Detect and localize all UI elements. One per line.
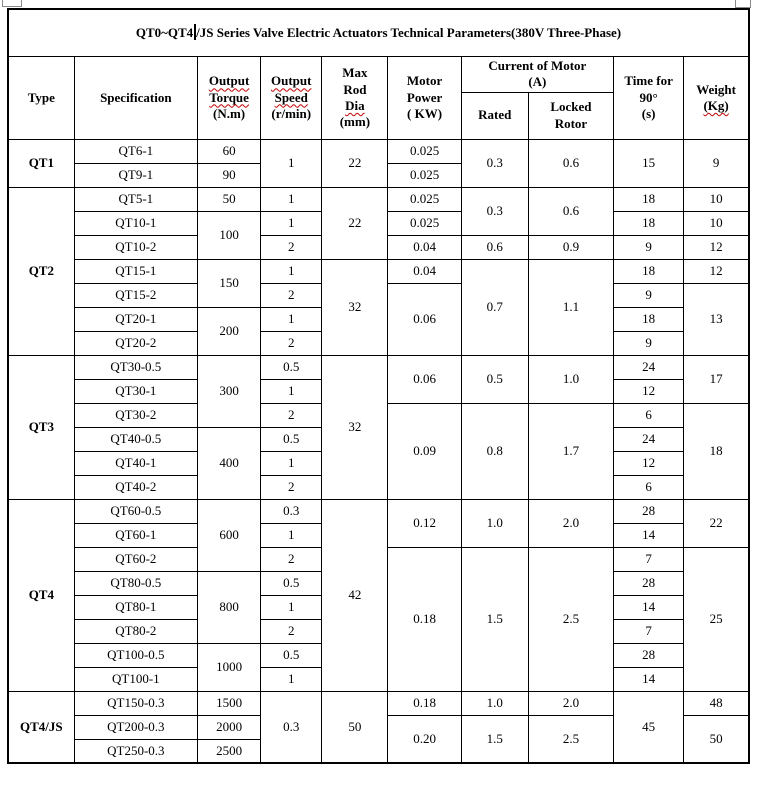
header-line: Locked <box>550 99 592 115</box>
spec-cell[interactable]: QT40-2 <box>74 475 197 499</box>
table-handle-right[interactable] <box>735 0 751 8</box>
spec-cell[interactable]: QT100-1 <box>74 667 197 691</box>
torque-cell[interactable]: 100 <box>197 211 260 259</box>
header-type[interactable]: Type <box>8 57 74 140</box>
spec-cell[interactable]: QT60-0.5 <box>74 499 197 523</box>
weight-cell[interactable]: 12 <box>684 235 749 259</box>
time-cell[interactable]: 7 <box>614 547 684 571</box>
header-output-torque[interactable] <box>197 57 260 140</box>
weight-cell[interactable]: 25 <box>684 547 749 691</box>
time-cell[interactable]: 18 <box>614 187 684 211</box>
time-cell[interactable]: 18 <box>614 259 684 283</box>
time-cell[interactable]: 6 <box>614 475 684 499</box>
locked-rotor-cell[interactable]: 2.0 <box>528 499 613 547</box>
torque-cell[interactable]: 300 <box>197 355 260 427</box>
weight-cell[interactable]: 50 <box>684 715 749 763</box>
speed-cell[interactable]: 2 <box>261 283 322 307</box>
torque-cell[interactable]: 90 <box>197 163 260 187</box>
weight-cell[interactable]: 22 <box>684 499 749 547</box>
spec-cell[interactable]: QT15-2 <box>74 283 197 307</box>
speed-cell[interactable]: 0.3 <box>261 499 322 523</box>
spec-cell[interactable]: QT30-0.5 <box>74 355 197 379</box>
power-cell[interactable]: 0.025 <box>388 211 461 235</box>
rated-current-cell[interactable]: 1.0 <box>461 499 528 547</box>
spec-cell[interactable]: QT250-0.3 <box>74 739 197 763</box>
header-current-of-motor[interactable] <box>461 57 613 93</box>
header-line: Power <box>406 89 443 105</box>
header-line: 90° <box>639 89 658 105</box>
speed-cell[interactable]: 2 <box>261 331 322 355</box>
header-line: Motor <box>406 73 443 89</box>
power-cell[interactable]: 0.04 <box>388 235 461 259</box>
spec-cell[interactable]: QT10-2 <box>74 235 197 259</box>
weight-cell[interactable]: 48 <box>684 691 749 715</box>
speed-cell[interactable]: 2 <box>261 235 322 259</box>
header-line: (s) <box>641 105 656 121</box>
weight-cell[interactable]: 10 <box>684 211 749 235</box>
speed-cell[interactable]: 2 <box>261 619 322 643</box>
rated-current-cell[interactable]: 0.3 <box>461 139 528 187</box>
torque-cell[interactable]: 2000 <box>197 715 260 739</box>
type-cell[interactable]: QT3 <box>8 355 74 499</box>
speed-cell[interactable]: 2 <box>261 403 322 427</box>
spec-cell[interactable]: QT15-1 <box>74 259 197 283</box>
speed-cell[interactable]: 1 <box>261 667 322 691</box>
rated-current-cell[interactable]: 0.3 <box>461 187 528 235</box>
title-text-before-caret: QT0~QT4 <box>135 25 194 41</box>
title-text-after-caret: /JS Series Valve Electric Actuators Technical Parameters(380V Three-Phase) <box>196 25 622 41</box>
time-cell[interactable]: 9 <box>614 331 684 355</box>
dia-cell[interactable]: 42 <box>322 499 388 691</box>
torque-cell[interactable]: 600 <box>197 499 260 571</box>
header-line: Rotor <box>554 115 588 131</box>
dia-cell[interactable]: 50 <box>322 691 388 763</box>
time-cell[interactable]: 28 <box>614 499 684 523</box>
power-cell[interactable]: 0.025 <box>388 163 461 187</box>
torque-cell[interactable]: 150 <box>197 259 260 307</box>
locked-rotor-cell[interactable]: 0.6 <box>528 187 613 235</box>
locked-rotor-cell[interactable]: 2.5 <box>528 547 613 691</box>
header-line: (r/min) <box>271 105 312 121</box>
type-cell[interactable]: QT4/JS <box>8 691 74 763</box>
type-cell[interactable]: QT4 <box>8 499 74 691</box>
speed-cell[interactable]: 1 <box>261 379 322 403</box>
torque-cell[interactable]: 400 <box>197 427 260 499</box>
locked-rotor-cell[interactable]: 1.7 <box>528 403 613 499</box>
page-title[interactable] <box>8 9 749 57</box>
speed-cell[interactable]: 1 <box>261 451 322 475</box>
time-cell[interactable]: 12 <box>614 451 684 475</box>
header-max-rod-dia[interactable] <box>322 57 388 140</box>
weight-cell[interactable]: 18 <box>684 403 749 499</box>
torque-cell[interactable]: 1000 <box>197 643 260 691</box>
time-cell[interactable]: 24 <box>614 355 684 379</box>
time-cell[interactable]: 18 <box>614 307 684 331</box>
spec-cell[interactable]: QT10-1 <box>74 211 197 235</box>
speed-cell[interactable]: 1 <box>261 139 322 187</box>
spec-cell[interactable]: QT100-0.5 <box>74 643 197 667</box>
time-cell[interactable]: 7 <box>614 619 684 643</box>
torque-cell[interactable]: 200 <box>197 307 260 355</box>
time-cell[interactable]: 9 <box>614 283 684 307</box>
time-cell[interactable]: 6 <box>614 403 684 427</box>
header-specification[interactable]: Specification <box>74 57 197 140</box>
spec-cell[interactable]: QT5-1 <box>74 187 197 211</box>
spec-cell[interactable]: QT9-1 <box>74 163 197 187</box>
locked-rotor-cell[interactable]: 1.0 <box>528 355 613 403</box>
header-line: Output <box>208 73 250 89</box>
spec-cell[interactable]: QT40-0.5 <box>74 427 197 451</box>
spec-cell[interactable]: QT200-0.3 <box>74 715 197 739</box>
speed-cell[interactable]: 0.5 <box>261 571 322 595</box>
power-cell[interactable]: 0.04 <box>388 259 461 283</box>
parameters-table <box>7 8 750 764</box>
torque-cell[interactable]: 60 <box>197 139 260 163</box>
header-line: Speed <box>274 89 308 105</box>
spec-cell[interactable]: QT80-1 <box>74 595 197 619</box>
speed-cell[interactable]: 2 <box>261 547 322 571</box>
time-cell[interactable]: 12 <box>614 379 684 403</box>
dia-cell[interactable]: 32 <box>322 355 388 499</box>
power-cell[interactable]: 0.12 <box>388 499 461 547</box>
weight-cell[interactable]: 13 <box>684 283 749 355</box>
type-cell[interactable]: QT1 <box>8 139 74 187</box>
header-line: Weight <box>696 81 736 97</box>
header-motor-power[interactable] <box>388 57 461 140</box>
time-cell[interactable]: 28 <box>614 643 684 667</box>
dia-cell[interactable]: 22 <box>322 139 388 187</box>
dia-cell[interactable]: 32 <box>322 259 388 355</box>
time-cell[interactable]: 9 <box>614 235 684 259</box>
weight-cell[interactable]: 12 <box>684 259 749 283</box>
time-cell[interactable]: 14 <box>614 523 684 547</box>
header-rated[interactable]: Rated <box>461 92 528 139</box>
power-cell[interactable]: 0.025 <box>388 187 461 211</box>
power-cell[interactable]: 0.06 <box>388 355 461 403</box>
speed-cell[interactable]: 1 <box>261 307 322 331</box>
weight-cell[interactable]: 9 <box>684 139 749 187</box>
header-line: (A) <box>528 74 547 90</box>
type-cell[interactable]: QT2 <box>8 187 74 355</box>
header-line: (N.m) <box>212 105 246 121</box>
rated-current-cell[interactable]: 1.0 <box>461 691 528 715</box>
header-line: Max <box>342 65 368 81</box>
rated-current-cell[interactable]: 0.8 <box>461 403 528 499</box>
weight-cell[interactable]: 10 <box>684 187 749 211</box>
rated-current-cell[interactable]: 0.7 <box>461 259 528 355</box>
time-cell[interactable]: 28 <box>614 571 684 595</box>
speed-cell[interactable]: 0.5 <box>261 427 322 451</box>
speed-cell[interactable]: 0.3 <box>261 691 322 763</box>
rated-current-cell[interactable]: 1.5 <box>461 547 528 691</box>
time-cell[interactable]: 15 <box>614 139 684 187</box>
header-line: Dia <box>345 97 365 113</box>
header-time-for-90[interactable] <box>614 57 684 140</box>
header-line: Time for <box>624 73 673 89</box>
table-handle-left[interactable] <box>2 0 22 7</box>
spec-cell[interactable]: QT20-2 <box>74 331 197 355</box>
spec-cell[interactable]: QT6-1 <box>74 139 197 163</box>
locked-rotor-cell[interactable]: 1.1 <box>528 259 613 355</box>
torque-cell[interactable]: 800 <box>197 571 260 643</box>
header-weight[interactable] <box>684 57 749 140</box>
spec-cell[interactable]: QT30-1 <box>74 379 197 403</box>
rated-current-cell[interactable]: 0.5 <box>461 355 528 403</box>
spec-cell[interactable]: QT30-2 <box>74 403 197 427</box>
locked-rotor-cell[interactable]: 0.9 <box>528 235 613 259</box>
torque-cell[interactable]: 50 <box>197 187 260 211</box>
spec-cell[interactable]: QT60-2 <box>74 547 197 571</box>
torque-cell[interactable]: 1500 <box>197 691 260 715</box>
locked-rotor-cell[interactable]: 2.0 <box>528 691 613 715</box>
power-cell[interactable]: 0.18 <box>388 547 461 691</box>
time-cell[interactable]: 45 <box>614 691 684 763</box>
speed-cell[interactable]: 0.5 <box>261 643 322 667</box>
speed-cell[interactable]: 1 <box>261 187 322 211</box>
header-line: Current of Motor <box>488 58 587 73</box>
header-line: Rod <box>343 81 367 97</box>
power-cell[interactable]: 0.06 <box>388 283 461 355</box>
header-line: ( KW) <box>407 105 443 121</box>
header-line: Output <box>270 73 312 89</box>
spec-cell[interactable]: QT60-1 <box>74 523 197 547</box>
spec-cell[interactable]: QT40-1 <box>74 451 197 475</box>
speed-cell[interactable]: 1 <box>261 595 322 619</box>
spec-cell[interactable]: QT20-1 <box>74 307 197 331</box>
locked-rotor-cell[interactable]: 0.6 <box>528 139 613 187</box>
spec-cell[interactable]: QT150-0.3 <box>74 691 197 715</box>
header-output-speed[interactable] <box>261 57 322 140</box>
speed-cell[interactable]: 0.5 <box>261 355 322 379</box>
header-line: (mm) <box>339 114 371 129</box>
rated-current-cell[interactable]: 1.5 <box>461 715 528 763</box>
power-cell[interactable]: 0.09 <box>388 403 461 499</box>
power-cell[interactable]: 0.025 <box>388 139 461 163</box>
weight-cell[interactable]: 17 <box>684 355 749 403</box>
time-cell[interactable]: 18 <box>614 211 684 235</box>
speed-cell[interactable]: 1 <box>261 259 322 283</box>
header-locked-rotor[interactable] <box>528 92 613 139</box>
time-cell[interactable]: 14 <box>614 595 684 619</box>
header-line: (Kg) <box>703 97 729 113</box>
dia-cell[interactable]: 22 <box>322 187 388 259</box>
power-cell[interactable]: 0.18 <box>388 691 461 715</box>
time-cell[interactable]: 14 <box>614 667 684 691</box>
header-line: Torque <box>209 89 249 105</box>
speed-cell[interactable]: 1 <box>261 211 322 235</box>
power-cell[interactable]: 0.20 <box>388 715 461 763</box>
speed-cell[interactable]: 1 <box>261 523 322 547</box>
torque-cell[interactable]: 2500 <box>197 739 260 763</box>
time-cell[interactable]: 24 <box>614 427 684 451</box>
locked-rotor-cell[interactable]: 2.5 <box>528 715 613 763</box>
speed-cell[interactable]: 2 <box>261 475 322 499</box>
rated-current-cell[interactable]: 0.6 <box>461 235 528 259</box>
spec-cell[interactable]: QT80-0.5 <box>74 571 197 595</box>
spec-cell[interactable]: QT80-2 <box>74 619 197 643</box>
